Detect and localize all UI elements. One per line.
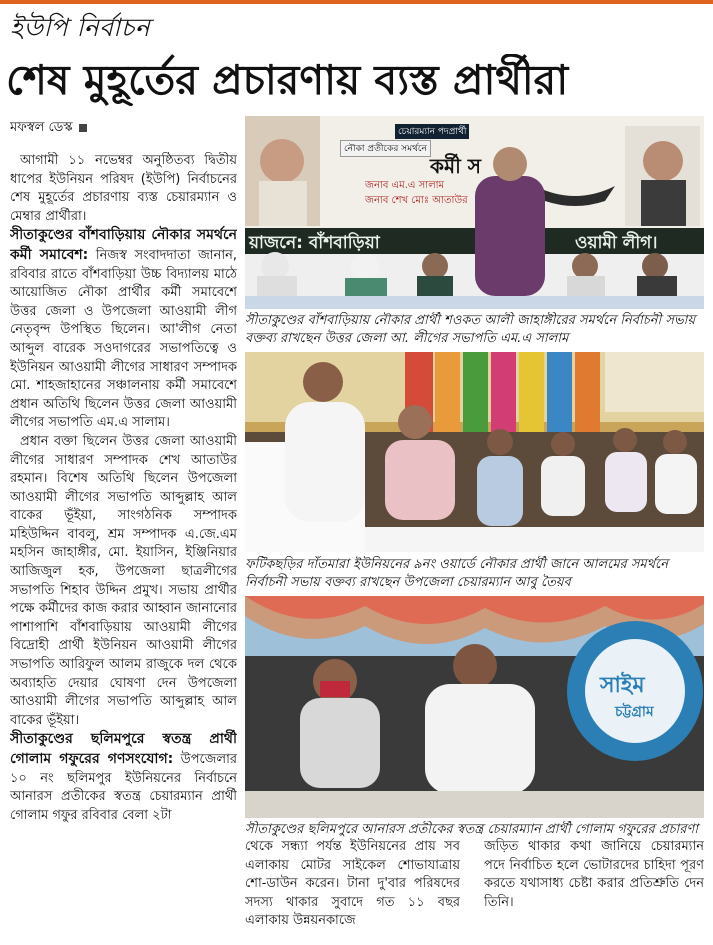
banner-line-2: নৌকা প্রতীকের সমর্থনে [340, 140, 431, 157]
paragraph-text: উপজেলার ১০ নং ছলিমপুর ইউনিয়নের নির্বাচনে আনারস প্রতীকের স্বতন্ত্র চেয়ারম্যান প্রার্থী গোলাম গফুর রবিবার বেলা ২টা [10, 752, 237, 823]
loudspeaker-sign: সাইম [600, 673, 645, 698]
top-rule [0, 0, 713, 4]
caption-photo-3: সীতাকুণ্ডের ছলিমপুরে আনারস প্রতীকের স্বতন্ত্র চেয়ারম্যান প্রার্থী গোলাম গফুরের প্রচারণা [245, 822, 699, 837]
banner-top-text: চেয়ারম্যান পদপ্রার্থী [395, 124, 469, 139]
paragraph: প্রধান বক্তা ছিলেন উত্তর জেলা আওয়ামী লীগের সাধারণ সম্পাদক শেখ আতাউর রহমান। বিশেষ অতিথি ছিলেন উপজেলা আওয়ামী লীগের সভাপতি আব্দুল্লাহ আল বাকের ভূঁইয়া, সাংগঠনিক সম্পাদক মহিউদ্দিন বাবলু, শ্রম সম্পাদক এ.জে.এম মহসিন জাহাঙ্গীর, মো. ইয়াসিন, ইঞ্জিনিয়ার আজিজুল হক, উপজেলা ছাত্রলীগের সভাপতি শিহাব উদ্দিন প্রমুখ। সভায় প্রার্থীর পক্ষে কর্মীদের কাজ করার আহ্বান জানানোর পাশাপাশি বাঁশবাড়িয়ায় আওয়ামী লীগের বিদ্রোহী প্রার্থী ইউনিয়ন আওয়ামী লীগের সভাপতি আরিফুল আলম রাজুকে দল থেকে অব্যাহতি দেয়ার ঘোষণা দেন উপজেলা আওয়ামী লীগের সভাপতি আব্দুল্লাহ আল বাকের ভূঁইয়া। [10, 433, 237, 728]
paragraph [10, 226, 237, 433]
article-column-1 [10, 152, 237, 937]
banner-bottom-text: য়াজনে: বাঁশবাড়িয়া [249, 233, 380, 253]
paragraph-text: নিজস্ব সংবাদদাতা জানান, রবিবার রাতে বাঁশবাড়িয়া উচ্চ বিদ্যালয় মাঠে আয়োজিত নৌকা প্রার্থীর কর্মী সমাবেশে উত্তর জেলা ও উপজেলা আওয়ামী লীগ নেতৃবৃন্দ উপস্থিত ছিলেন। আ'লীগ নেতা আব্দুল বারেক সওদাগরের সভাপতিত্বে ও ইউনিয়ন আওয়ামী লীগের সাধারণ সম্পাদক মো. শাহজাহানের সঞ্চালনায় কর্মী সমাবেশে প্রধান অতিথি ছিলেন উত্তর জেলা আওয়ামী লীগের সভাপতি এম.এ সালাম। [10, 247, 237, 431]
subhead: সীতাকুণ্ডের বাঁশবাড়িয়ায় নৌকার সমর্থনে কর্মী সমাবেশ: [10, 227, 237, 263]
caption-photo-1: সীতাকুণ্ডের বাঁশবাড়িয়ায় নৌকার প্রার্থী শওকত আলী জাহাঙ্গীরের সমর্থনে নির্বাচনী সভায় বক্তব্য রাখছেন উত্তর জেলা আ. লীগের সভাপতি এম.এ সালাম [245, 313, 696, 346]
subhead: সীতাকুণ্ডের ছলিমপুরে স্বতন্ত্র প্রার্থী গোলাম গফুরের গণসংযোগ: [10, 731, 237, 767]
byline-text: মফস্বল ডেস্ক [10, 120, 73, 135]
photo-meeting-illustration [245, 352, 704, 552]
banner-name-1: জনাব এম.এ সালাম [365, 180, 445, 191]
photo-campaign-miking [245, 596, 704, 818]
byline-square-icon [79, 124, 87, 132]
section-kicker: ইউপি নির্বাচন [10, 13, 151, 42]
banner-name-2: জনাব শেখ মোঃ আতাউর [365, 195, 468, 206]
banner-bottom-text-2: ওয়ামী লীগ। [575, 233, 658, 253]
photo-meeting-speech [245, 352, 704, 552]
headline: শেষ মুহূর্তের প্রচারণায় ব্যস্ত প্রার্থীরা [6, 56, 569, 104]
photo-rally-banner-illustration [245, 116, 704, 309]
byline [10, 118, 87, 139]
banner-big-text: কর্মী স [430, 154, 481, 178]
article-column-2: থেকে সন্ধ্যা পর্যন্ত ইউনিয়নের প্রায় সব এলাকায় মোটর সাইকেল শোভাযাত্রায় শো-ডাউন করেন। টানা দু'বার পরিষদের সদস্য থাকার সুবাদে গত ১১ বছর এলাকায় উন্নয়নকাজে [245, 839, 460, 929]
caption-photo-2: ফটিকছড়ির দাঁতমারা ইউনিয়নের ৯নং ওয়ার্ডে নৌকার প্রার্থী জানে আলমের সমর্থনে নির্বাচনী সভায় বক্তব্য রাখছেন উপজেলা চেয়ারম্যান আবু তৈয়ব [245, 557, 669, 590]
photo-rally-banner [245, 116, 704, 309]
paragraph [10, 730, 237, 825]
loudspeaker-sign-2: চট্টগ্রাম [615, 704, 654, 720]
paragraph: আগামী ১১ নভেম্বর অনুষ্ঠিতব্য দ্বিতীয় ধাপের ইউনিয়ন পরিষদ (ইউপি) নির্বাচনের শেষ মুহূর্তের প্রচারণায় ব্যস্ত চেয়ারম্যান ও মেম্বার প্রার্থীরা। [10, 153, 237, 224]
article-column-3: জড়িত থাকার কথা জানিয়ে চেয়ারম্যান পদে নির্বাচিত হলে ভোটারদের চাহিদা পূরণ করতে যথাসাধ্য চেষ্টা করার প্রতিশ্রুতি দেন তিনি। [484, 839, 704, 910]
